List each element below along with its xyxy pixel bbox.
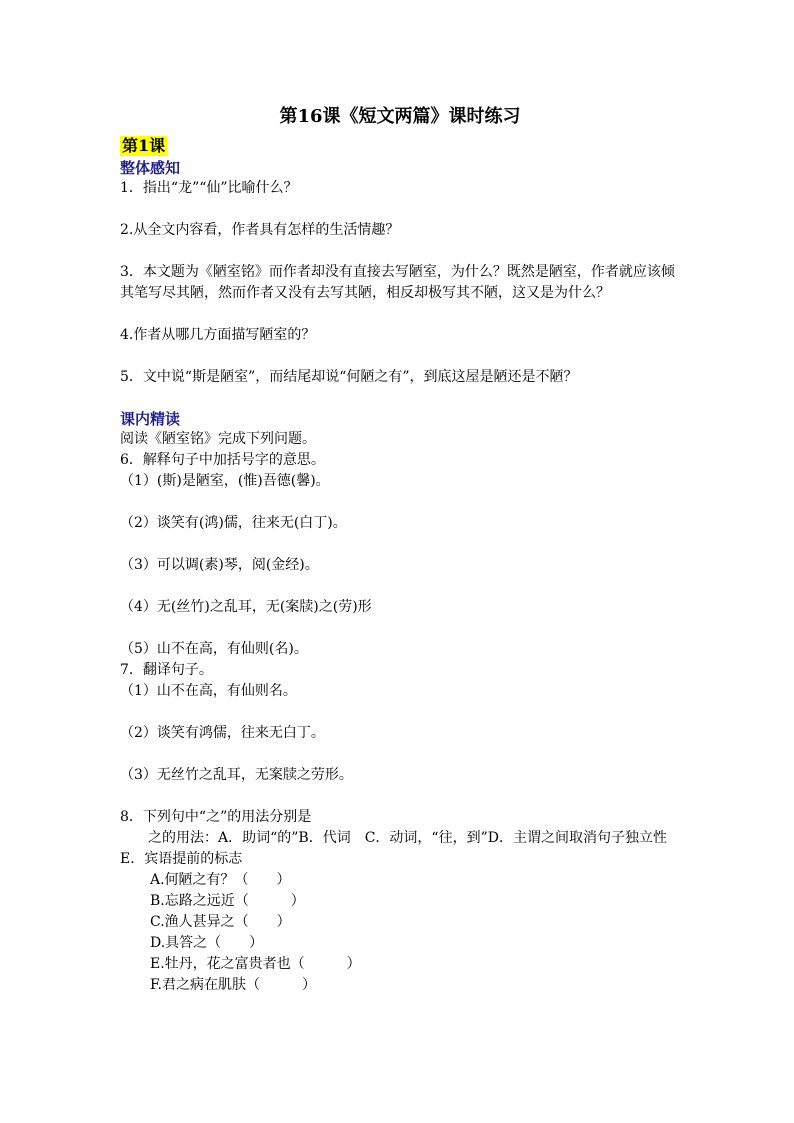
question-8-option: E.牡丹，花之富贵者也（ ） (150, 956, 361, 972)
question-8-option: C.渔人甚异之（ ） (150, 914, 291, 930)
question-7-item: （3）无丝竹之乱耳，无案牍之劳形。 (120, 767, 353, 783)
question-6-item: （1）(斯)是陋室，(惟)吾德(馨)。 (120, 473, 330, 489)
question-2: 2.从全文内容看，作者具有怎样的生活情趣？ (120, 222, 400, 238)
question-1: 1．指出“龙”“仙”比喻什么？ (120, 180, 298, 196)
question-8-option: F.君之病在肌肤（ ） (150, 977, 316, 993)
question-6-item: （5）山不在高，有仙则(名)。 (120, 641, 308, 657)
question-5: 5．文中说“斯是陋室”，而结尾却说“何陋之有”，到底这屋是陋还是不陋？ (120, 369, 578, 385)
question-6-item: （3）可以调(素)琴，阅(金经)。 (120, 557, 319, 573)
question-6-item: （2）谈笑有(鸿)儒，往来无(白丁)。 (120, 515, 347, 531)
reading-intro: 阅读《陋室铭》完成下列问题。 (120, 431, 316, 447)
question-7-item: （2）谈笑有鸿儒，往来无白丁。 (120, 725, 325, 741)
question-8-option: A.何陋之有？（ ） (150, 872, 291, 888)
question-7-item: （1）山不在高，有仙则名。 (120, 683, 297, 699)
document-title: 第16课《短文两篇》课时练习 (279, 106, 521, 127)
question-8: 8．下列句中“之”的用法分别是 (120, 809, 312, 825)
question-4: 4.作者从哪几方面描写陋室的？ (120, 327, 316, 343)
question-8-option: B.忘路之远近（ ） (150, 893, 305, 909)
question-7: 7．翻译句子。 (120, 662, 213, 678)
section-heading-overall: 整体感知 (120, 159, 181, 177)
lesson-heading: 第1课 (122, 136, 166, 155)
section-heading-reading: 课内精读 (120, 410, 181, 428)
question-6-item: （4）无(丝竹)之乱耳，无(案牍)之(劳)形 (120, 599, 372, 615)
question-8-description: 之的用法：A．助词“的”B．代词 C．动词，“往，到”D．主谓之间取消句子独立性 E．宾语提前的标志 (120, 830, 681, 867)
document-page (120, 104, 680, 996)
question-3: 3．本文题为《陋室铭》而作者却没有直接去写陋室，为什么？既然是陋室，作者就应该倾其笔写尽其陋，然而作者又没有去写其陋，相反却极写其不陋，这又是为什么？ (120, 264, 675, 301)
question-8-option: D.具答之（ ） (150, 935, 264, 951)
question-6: 6．解释句子中加括号字的意思。 (120, 452, 325, 468)
